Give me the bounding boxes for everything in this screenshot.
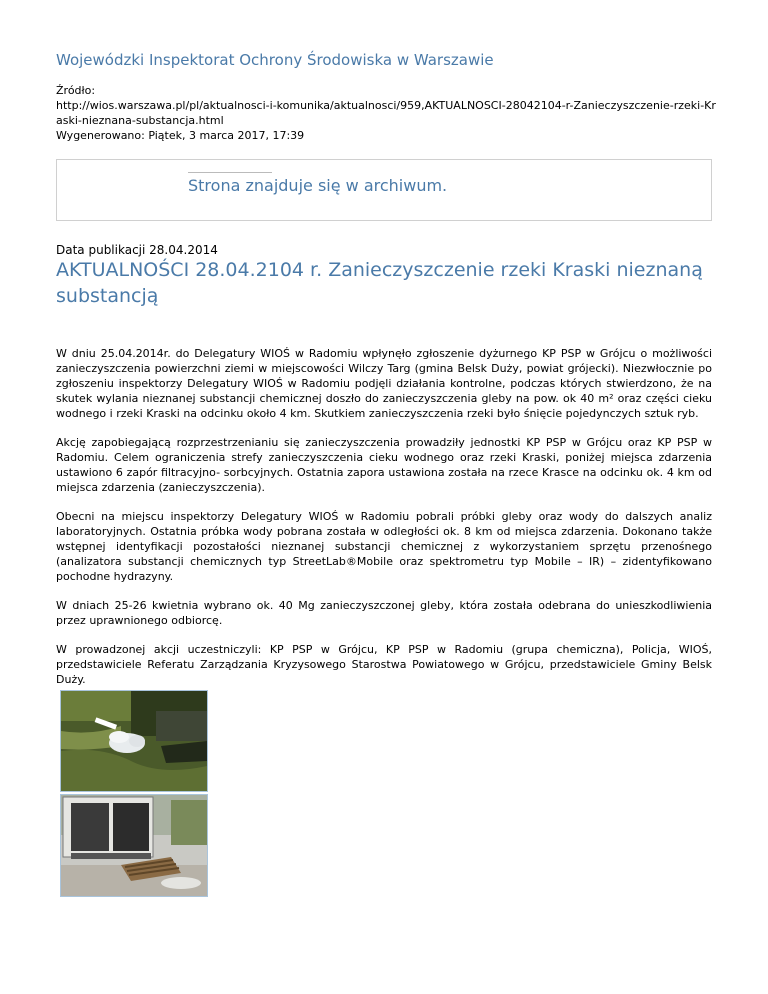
archive-divider: [188, 172, 272, 173]
paragraph-5: W prowadzonej akcji uczestniczyli: KP PSP w Grójcu, KP PSP w Radomiu (grupa chemiczna), Policja, WIOŚ, przedstawiciele Referatu Zarządzania Kryzysowego Starostwa Powiatowego w Grójcu, przedstawiciele Gminy Belsk Duży.: [56, 643, 712, 686]
article-title: AKTUALNOŚCI 28.04.2104 r. Zanieczyszczenie rzeki Kraski nieznaną substancją: [56, 259, 703, 307]
archive-notice: Strona znajduje się w archiwum.: [188, 176, 448, 195]
archive-notice-box: [56, 159, 712, 221]
source-meta: [56, 83, 716, 143]
photo-thumbnail-stream[interactable]: [60, 690, 208, 792]
paragraph-4: W dniach 25-26 kwietnia wybrano ok. 40 Mg zanieczyszczonej gleby, która została odebrana do unieszkodliwienia przez uprawnionego odbiorcę.: [56, 599, 712, 627]
paragraph-1: W dniu 25.04.2014r. do Delegatury WIOŚ w Radomiu wpłynęło zgłoszenie dyżurnego KP PSP w Grójcu o możliwości zanieczyszczenia powierzchni ziemi w miejscowości Wilczy Targ (gmina Belsk Duży, powiat grójecki). Niezwłocznie po zgłoszeniu inspektorzy Delegatury WIOŚ w Radomiu podjęli działania kontrolne, podczas których stwierdzono, że na skutek wylania nieznanej substancji chemicznej doszło do zanieczyszczenia gleby na pow. ok 40 m² oraz części cieku wodnego i rzeki Kraski na odcinku około 4 km. Skutkiem zanieczyszczenia rzeki było śnięcie pojedynczych sztuk ryb.: [56, 347, 712, 420]
source-label: Źródło:: [56, 84, 96, 97]
publication-date: Data publikacji 28.04.2014: [56, 243, 218, 257]
article-body: [56, 346, 712, 701]
paragraph-3: Obecni na miejscu inspektorzy Delegatury WIOŚ w Radomiu pobrali próbki gleby oraz wody do dalszych analiz laboratoryjnych. Ostatnia próbka wody pobrana została w odległości ok. 8 km od miejsca zdarzenia. Dokonano także wstępnej identyfikacji pozostałości nieznanej substancji chemicznej z wykorzystaniem sprzętu przenośnego (analizatora substancji chemicznych typ StreetLab®Mobile oraz spektrometru typ Mobile – IR) – zidentyfikowano pochodne hydrazyny.: [56, 510, 712, 583]
photo-thumbnail-truck[interactable]: [60, 794, 208, 897]
source-url[interactable]: http://wios.warszawa.pl/pl/aktualnosci-i-komunika/aktualnosci/959,AKTUALNOSCI-28042104-r-Zanieczyszczenie-rzeki-Kraski-nieznana-substancja.html: [56, 99, 716, 127]
generated-timestamp: Wygenerowano: Piątek, 3 marca 2017, 17:39: [56, 129, 305, 142]
site-title[interactable]: Wojewódzki Inspektorat Ochrony Środowiska w Warszawie: [56, 51, 494, 69]
paragraph-2: Akcję zapobiegającą rozprzestrzenianiu się zanieczyszczenia prowadziły jednostki KP PSP w Grójcu oraz KP PSP w Radomiu. Celem ograniczenia strefy zanieczyszczenia cieku wodnego oraz rzeki Kraski, poniżej miejsca zdarzenia ustawiono 6 zapór filtracyjno- sorbcyjnych. Ostatnia zapora ustawiona została na rzece Krasce na odcinku ok. 4 km od miejsca zdarzenia (zanieczyszczenia).: [56, 436, 712, 494]
photo-gallery: [60, 690, 208, 897]
